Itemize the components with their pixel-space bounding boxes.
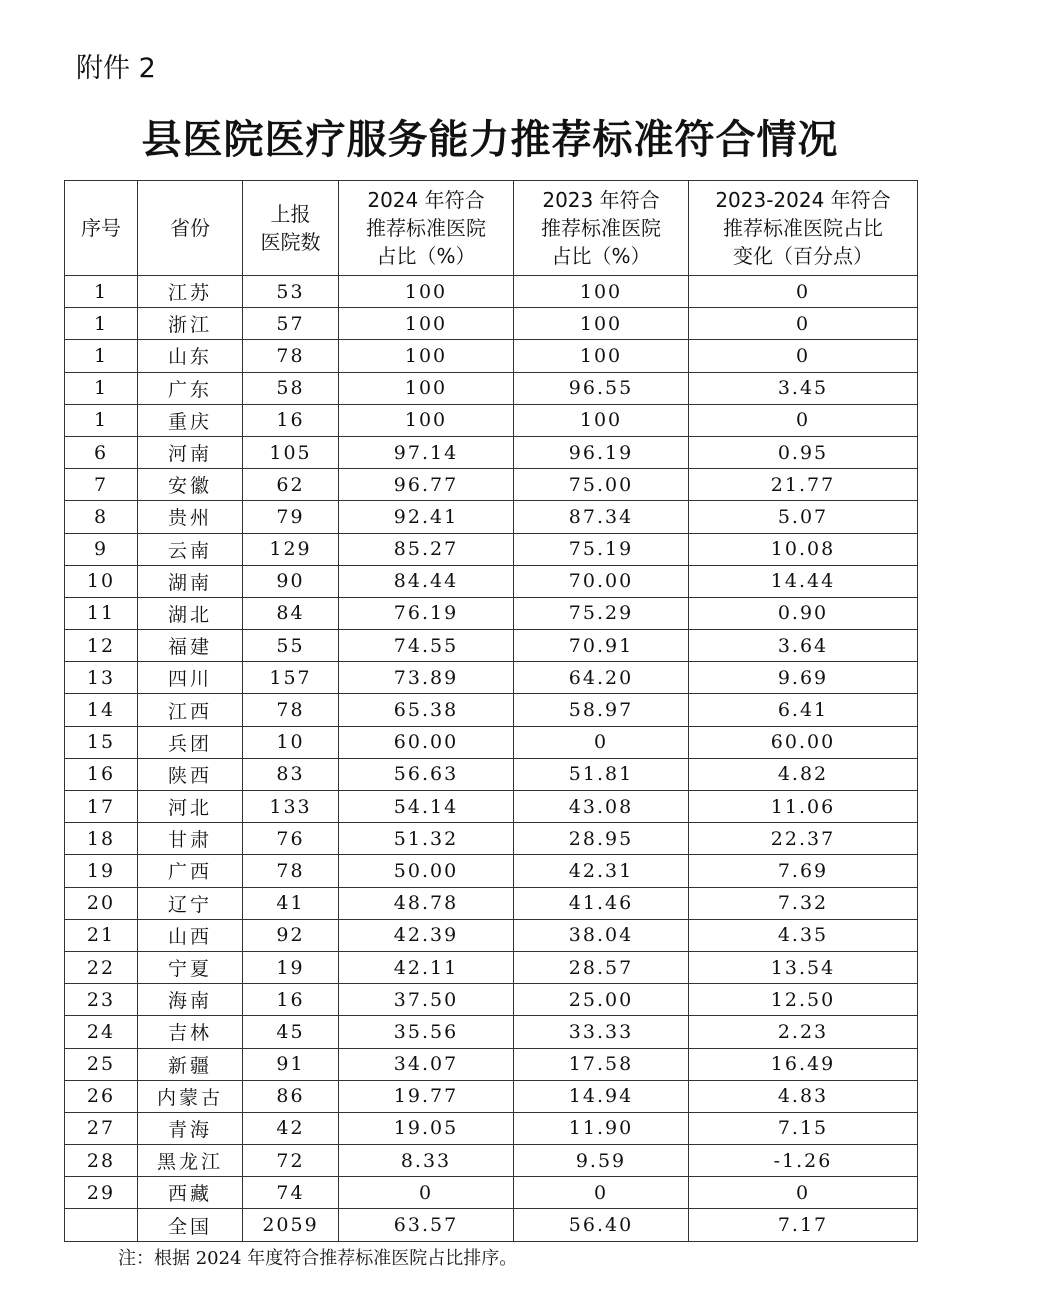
change-cell: 4.83	[689, 1080, 918, 1112]
rank-cell: 17	[65, 791, 138, 823]
document-title: 县医院医疗服务能力推荐标准符合情况	[141, 117, 839, 163]
change-cell: 0	[689, 276, 918, 308]
rank-cell: 20	[65, 887, 138, 919]
reported-count-cell: 57	[243, 308, 339, 340]
rank-cell: 24	[65, 1016, 138, 1048]
reported-count-cell: 19	[243, 951, 339, 983]
header-2024-ratio	[339, 181, 514, 276]
ratio-2024-cell: 76.19	[339, 597, 514, 629]
reported-count-cell: 83	[243, 758, 339, 790]
ratio-2024-cell: 48.78	[339, 887, 514, 919]
rank-cell: 18	[65, 823, 138, 855]
province-cell: 河南	[138, 436, 243, 468]
table-header-row	[65, 181, 918, 276]
reported-count-cell: 92	[243, 919, 339, 951]
ratio-2023-cell: 75.29	[514, 597, 689, 629]
reported-count-cell: 129	[243, 533, 339, 565]
table-row	[65, 984, 918, 1016]
rank-cell: 21	[65, 919, 138, 951]
ratio-2024-cell: 100	[339, 276, 514, 308]
reported-count-cell: 133	[243, 791, 339, 823]
header-reported-count	[243, 181, 339, 276]
ratio-2023-cell: 42.31	[514, 855, 689, 887]
rank-cell: 7	[65, 469, 138, 501]
province-cell: 甘肃	[138, 823, 243, 855]
ratio-2023-cell: 75.00	[514, 469, 689, 501]
ratio-2024-cell: 19.05	[339, 1112, 514, 1144]
table-body	[65, 276, 918, 1242]
ratio-2023-cell: 58.97	[514, 694, 689, 726]
province-cell: 江苏	[138, 276, 243, 308]
change-cell: 60.00	[689, 726, 918, 758]
province-cell: 广西	[138, 855, 243, 887]
table-row	[65, 501, 918, 533]
change-cell: 5.07	[689, 501, 918, 533]
reported-count-cell: 16	[243, 984, 339, 1016]
province-cell: 河北	[138, 791, 243, 823]
province-cell: 贵州	[138, 501, 243, 533]
rank-cell: 12	[65, 630, 138, 662]
table-row	[65, 823, 918, 855]
change-cell: 4.35	[689, 919, 918, 951]
table-row	[65, 372, 918, 404]
ratio-2023-cell: 75.19	[514, 533, 689, 565]
province-cell: 山东	[138, 340, 243, 372]
province-cell: 青海	[138, 1112, 243, 1144]
table-row	[65, 919, 918, 951]
header-line: 占比（%）	[551, 244, 651, 268]
ratio-2023-cell: 56.40	[514, 1209, 689, 1241]
rank-cell: 16	[65, 758, 138, 790]
change-cell: 10.08	[689, 533, 918, 565]
rank-cell: 1	[65, 404, 138, 436]
reported-count-cell: 45	[243, 1016, 339, 1048]
province-cell: 陕西	[138, 758, 243, 790]
rank-cell	[65, 1209, 138, 1241]
change-cell: 7.32	[689, 887, 918, 919]
table-row	[65, 855, 918, 887]
reported-count-cell: 55	[243, 630, 339, 662]
reported-count-cell: 42	[243, 1112, 339, 1144]
table-row	[65, 951, 918, 983]
ratio-2023-cell: 87.34	[514, 501, 689, 533]
ratio-2023-cell: 17.58	[514, 1048, 689, 1080]
ratio-2023-cell: 43.08	[514, 791, 689, 823]
ratio-2024-cell: 35.56	[339, 1016, 514, 1048]
ratio-2024-cell: 19.77	[339, 1080, 514, 1112]
reported-count-cell: 16	[243, 404, 339, 436]
ratio-2024-cell: 42.39	[339, 919, 514, 951]
change-cell: 11.06	[689, 791, 918, 823]
change-cell: 7.69	[689, 855, 918, 887]
ratio-2023-cell: 25.00	[514, 984, 689, 1016]
province-cell: 云南	[138, 533, 243, 565]
change-cell: 3.64	[689, 630, 918, 662]
header-line: 省份	[170, 216, 210, 240]
ratio-2024-cell: 8.33	[339, 1145, 514, 1177]
change-cell: 3.45	[689, 372, 918, 404]
province-cell: 湖南	[138, 565, 243, 597]
ratio-2024-cell: 37.50	[339, 984, 514, 1016]
header-line: 推荐标准医院占比	[723, 216, 883, 240]
ratio-2023-cell: 100	[514, 404, 689, 436]
change-cell: 0	[689, 340, 918, 372]
province-cell: 全国	[138, 1209, 243, 1241]
change-cell: 0.90	[689, 597, 918, 629]
province-cell: 安徽	[138, 469, 243, 501]
province-cell: 重庆	[138, 404, 243, 436]
reported-count-cell: 157	[243, 662, 339, 694]
reported-count-cell: 86	[243, 1080, 339, 1112]
ratio-2024-cell: 74.55	[339, 630, 514, 662]
ratio-2023-cell: 51.81	[514, 758, 689, 790]
rank-cell: 13	[65, 662, 138, 694]
rank-cell: 25	[65, 1048, 138, 1080]
rank-cell: 10	[65, 565, 138, 597]
header-line: 推荐标准医院	[541, 216, 661, 240]
ratio-2023-cell: 0	[514, 1177, 689, 1209]
ratio-2023-cell: 100	[514, 276, 689, 308]
ratio-2023-cell: 96.55	[514, 372, 689, 404]
reported-count-cell: 78	[243, 694, 339, 726]
ratio-2023-cell: 33.33	[514, 1016, 689, 1048]
reported-count-cell: 78	[243, 340, 339, 372]
ratio-2023-cell: 0	[514, 726, 689, 758]
change-cell: 7.15	[689, 1112, 918, 1144]
province-cell: 海南	[138, 984, 243, 1016]
reported-count-cell: 2059	[243, 1209, 339, 1241]
change-cell: 0	[689, 404, 918, 436]
ratio-2023-cell: 41.46	[514, 887, 689, 919]
ratio-2024-cell: 100	[339, 372, 514, 404]
header-line: 上报	[270, 202, 311, 226]
reported-count-cell: 91	[243, 1048, 339, 1080]
change-cell: 14.44	[689, 565, 918, 597]
province-cell: 浙江	[138, 308, 243, 340]
ratio-2024-cell: 54.14	[339, 791, 514, 823]
table-row	[65, 436, 918, 468]
rank-cell: 23	[65, 984, 138, 1016]
ratio-2023-cell: 64.20	[514, 662, 689, 694]
table-row	[65, 662, 918, 694]
change-cell: 16.49	[689, 1048, 918, 1080]
province-cell: 辽宁	[138, 887, 243, 919]
ratio-2024-cell: 73.89	[339, 662, 514, 694]
table-row	[65, 726, 918, 758]
header-province	[138, 181, 243, 276]
province-cell: 福建	[138, 630, 243, 662]
reported-count-cell: 76	[243, 823, 339, 855]
compliance-table	[64, 180, 918, 1242]
ratio-2024-cell: 65.38	[339, 694, 514, 726]
change-cell: 13.54	[689, 951, 918, 983]
reported-count-cell: 84	[243, 597, 339, 629]
ratio-2024-cell: 51.32	[339, 823, 514, 855]
table-row	[65, 1080, 918, 1112]
ratio-2024-cell: 42.11	[339, 951, 514, 983]
header-rank	[65, 181, 138, 276]
table-row	[65, 791, 918, 823]
ratio-2024-cell: 100	[339, 308, 514, 340]
header-line: 2023 年符合	[542, 188, 660, 212]
table-row	[65, 630, 918, 662]
change-cell: 0	[689, 308, 918, 340]
ratio-2023-cell: 100	[514, 340, 689, 372]
reported-count-cell: 79	[243, 501, 339, 533]
header-line: 占比（%）	[376, 244, 476, 268]
table-row	[65, 758, 918, 790]
rank-cell: 14	[65, 694, 138, 726]
header-line: 变化（百分点）	[733, 244, 873, 268]
province-cell: 江西	[138, 694, 243, 726]
province-cell: 广东	[138, 372, 243, 404]
reported-count-cell: 58	[243, 372, 339, 404]
ratio-2023-cell: 96.19	[514, 436, 689, 468]
table-row	[65, 1016, 918, 1048]
table-row	[65, 1177, 918, 1209]
province-cell: 四川	[138, 662, 243, 694]
ratio-2024-cell: 56.63	[339, 758, 514, 790]
ratio-2024-cell: 0	[339, 1177, 514, 1209]
header-change	[689, 181, 918, 276]
ratio-2023-cell: 11.90	[514, 1112, 689, 1144]
table-row-total	[65, 1209, 918, 1241]
change-cell: -1.26	[689, 1145, 918, 1177]
ratio-2023-cell: 70.00	[514, 565, 689, 597]
ratio-2023-cell: 38.04	[514, 919, 689, 951]
reported-count-cell: 62	[243, 469, 339, 501]
ratio-2023-cell: 28.95	[514, 823, 689, 855]
province-cell: 黑龙江	[138, 1145, 243, 1177]
province-cell: 兵团	[138, 726, 243, 758]
change-cell: 6.41	[689, 694, 918, 726]
ratio-2023-cell: 100	[514, 308, 689, 340]
header-line: 2023-2024 年符合	[715, 188, 891, 212]
province-cell: 内蒙古	[138, 1080, 243, 1112]
rank-cell: 1	[65, 276, 138, 308]
table-row	[65, 276, 918, 308]
rank-cell: 9	[65, 533, 138, 565]
change-cell: 7.17	[689, 1209, 918, 1241]
table-row	[65, 565, 918, 597]
ratio-2023-cell: 14.94	[514, 1080, 689, 1112]
reported-count-cell: 105	[243, 436, 339, 468]
province-cell: 吉林	[138, 1016, 243, 1048]
table-row	[65, 1048, 918, 1080]
reported-count-cell: 72	[243, 1145, 339, 1177]
ratio-2024-cell: 100	[339, 340, 514, 372]
ratio-2023-cell: 9.59	[514, 1145, 689, 1177]
reported-count-cell: 78	[243, 855, 339, 887]
rank-cell: 22	[65, 951, 138, 983]
rank-cell: 27	[65, 1112, 138, 1144]
rank-cell: 11	[65, 597, 138, 629]
rank-cell: 19	[65, 855, 138, 887]
ratio-2024-cell: 34.07	[339, 1048, 514, 1080]
reported-count-cell: 90	[243, 565, 339, 597]
rank-cell: 8	[65, 501, 138, 533]
table-row	[65, 404, 918, 436]
change-cell: 4.82	[689, 758, 918, 790]
reported-count-cell: 74	[243, 1177, 339, 1209]
ratio-2024-cell: 100	[339, 404, 514, 436]
header-line: 2024 年符合	[367, 188, 485, 212]
rank-cell: 1	[65, 308, 138, 340]
table-row	[65, 340, 918, 372]
ratio-2024-cell: 92.41	[339, 501, 514, 533]
rank-cell: 15	[65, 726, 138, 758]
ratio-2024-cell: 60.00	[339, 726, 514, 758]
rank-cell: 28	[65, 1145, 138, 1177]
header-2023-ratio	[514, 181, 689, 276]
change-cell: 21.77	[689, 469, 918, 501]
rank-cell: 1	[65, 372, 138, 404]
header-line: 推荐标准医院	[366, 216, 486, 240]
rank-cell: 26	[65, 1080, 138, 1112]
ratio-2023-cell: 28.57	[514, 951, 689, 983]
footnote: 注：根据 2024 年度符合推荐标准医院占比排序。	[118, 1248, 518, 1269]
header-line: 医院数	[260, 230, 321, 254]
table-row	[65, 597, 918, 629]
table-row	[65, 469, 918, 501]
table-row	[65, 533, 918, 565]
attachment-label: 附件 2	[76, 53, 156, 84]
change-cell: 2.23	[689, 1016, 918, 1048]
table-row	[65, 694, 918, 726]
ratio-2024-cell: 84.44	[339, 565, 514, 597]
change-cell: 12.50	[689, 984, 918, 1016]
reported-count-cell: 41	[243, 887, 339, 919]
province-cell: 宁夏	[138, 951, 243, 983]
ratio-2023-cell: 70.91	[514, 630, 689, 662]
rank-cell: 1	[65, 340, 138, 372]
reported-count-cell: 53	[243, 276, 339, 308]
reported-count-cell: 10	[243, 726, 339, 758]
ratio-2024-cell: 97.14	[339, 436, 514, 468]
table-row	[65, 1145, 918, 1177]
province-cell: 西藏	[138, 1177, 243, 1209]
province-cell: 湖北	[138, 597, 243, 629]
province-cell: 新疆	[138, 1048, 243, 1080]
ratio-2024-cell: 96.77	[339, 469, 514, 501]
change-cell: 22.37	[689, 823, 918, 855]
change-cell: 9.69	[689, 662, 918, 694]
header-line: 序号	[81, 216, 121, 240]
table-row	[65, 887, 918, 919]
table-row	[65, 1112, 918, 1144]
ratio-2024-cell: 50.00	[339, 855, 514, 887]
table-row	[65, 308, 918, 340]
ratio-2024-cell: 85.27	[339, 533, 514, 565]
change-cell: 0	[689, 1177, 918, 1209]
province-cell: 山西	[138, 919, 243, 951]
change-cell: 0.95	[689, 436, 918, 468]
rank-cell: 29	[65, 1177, 138, 1209]
rank-cell: 6	[65, 436, 138, 468]
ratio-2024-cell: 63.57	[339, 1209, 514, 1241]
